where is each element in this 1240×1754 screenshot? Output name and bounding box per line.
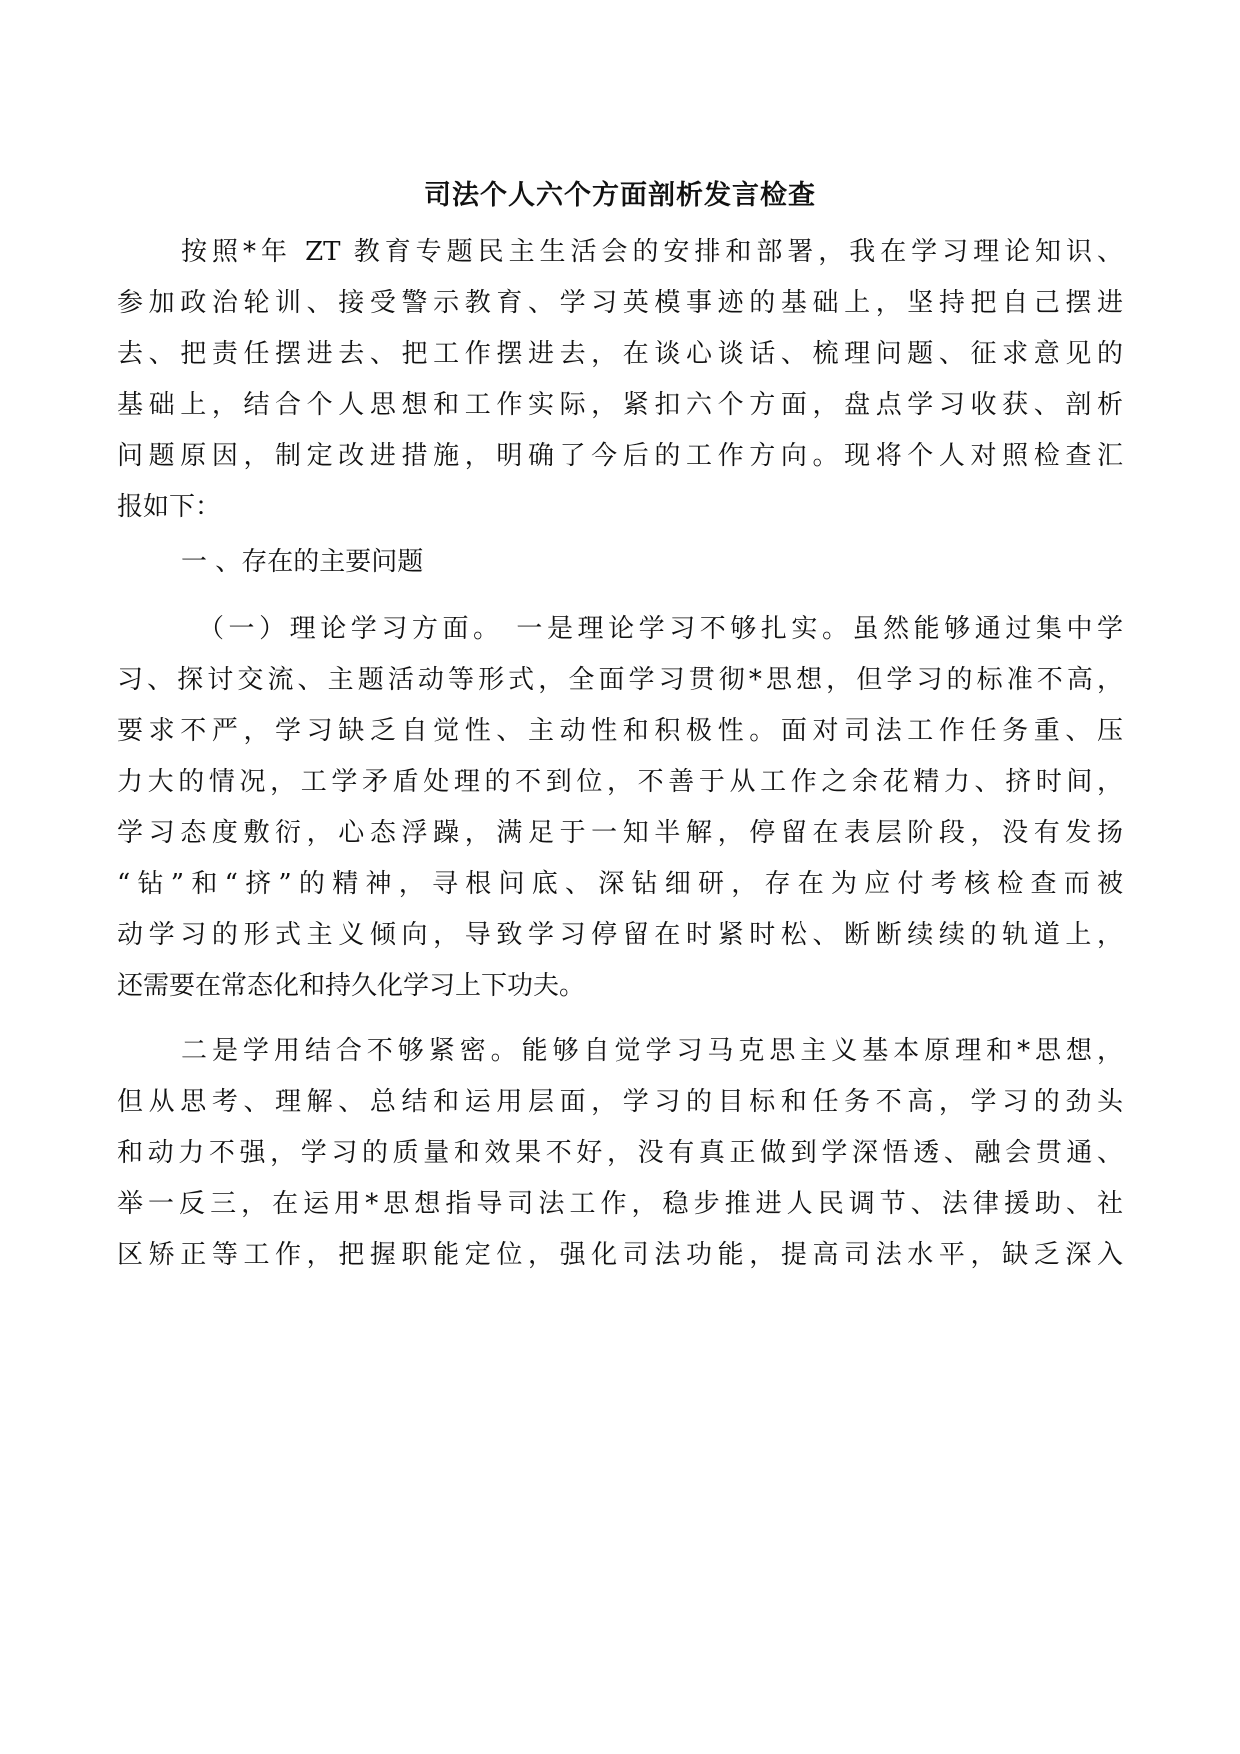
document-title: 司法个人六个方面剖析发言检查 — [424, 180, 816, 211]
practice-line: 区矫正等工作，把握职能定位，强化司法功能，提高司法水平，缺乏深入 — [117, 1240, 1123, 1270]
theory-line: 动学习的形式主义倾向，导致学习停留在时紧时松、断断续续的轨道上， — [117, 920, 1123, 950]
theory-line: 还需要在常态化和持久化学习上下功夫。 — [117, 971, 586, 1001]
theory-line: “钻”和“挤”的精神，寻根问底、深钻细研，存在为应付考核检查而被 — [117, 869, 1123, 899]
intro-line: 参加政治轮训、接受警示教育、学习英模事迹的基础上，坚持把自己摆进 — [117, 288, 1123, 318]
theory-line: 力大的情况，工学矛盾处理的不到位，不善于从工作之余花精力、挤时间， — [117, 767, 1123, 797]
intro-line: 基础上，结合个人思想和工作实际，紧扣六个方面，盘点学习收获、剖析 — [117, 390, 1123, 420]
practice-line: 但从思考、理解、总结和运用层面，学习的目标和任务不高，学习的劲头 — [117, 1087, 1123, 1117]
intro-line: 去、把责任摆进去、把工作摆进去，在谈心谈话、梳理问题、征求意见的 — [117, 339, 1123, 369]
theory-line: 习、探讨交流、主题活动等形式，全面学习贯彻*思想，但学习的标准不高， — [117, 665, 1123, 695]
intro-line: 报如下： — [117, 492, 222, 522]
intro-line: 问题原因，制定改进措施，明确了今后的工作方向。现将个人对照检查汇 — [117, 441, 1123, 471]
theory-line: 要求不严，学习缺乏自觉性、主动性和积极性。面对司法工作任务重、压 — [117, 716, 1123, 746]
practice-line: 二是学用结合不够紧密。能够自觉学习马克思主义基本原理和*思想， — [181, 1036, 1123, 1066]
section-heading: 一 、存在的主要问题 — [181, 547, 424, 577]
practice-line: 和动力不强，学习的质量和效果不好，没有真正做到学深悟透、融会贯通、 — [117, 1138, 1123, 1168]
theory-line: （一）理论学习方面。 一是理论学习不够扎实。虽然能够通过集中学 — [198, 614, 1123, 644]
theory-line: 学习态度敷衍，心态浮躁，满足于一知半解，停留在表层阶段，没有发扬 — [117, 818, 1123, 848]
intro-line: 按照*年 ZT 教育专题民主生活会的安排和部署，我在学习理论知识、 — [181, 237, 1123, 267]
practice-line: 举一反三，在运用*思想指导司法工作，稳步推进人民调节、法律援助、社 — [117, 1189, 1123, 1219]
